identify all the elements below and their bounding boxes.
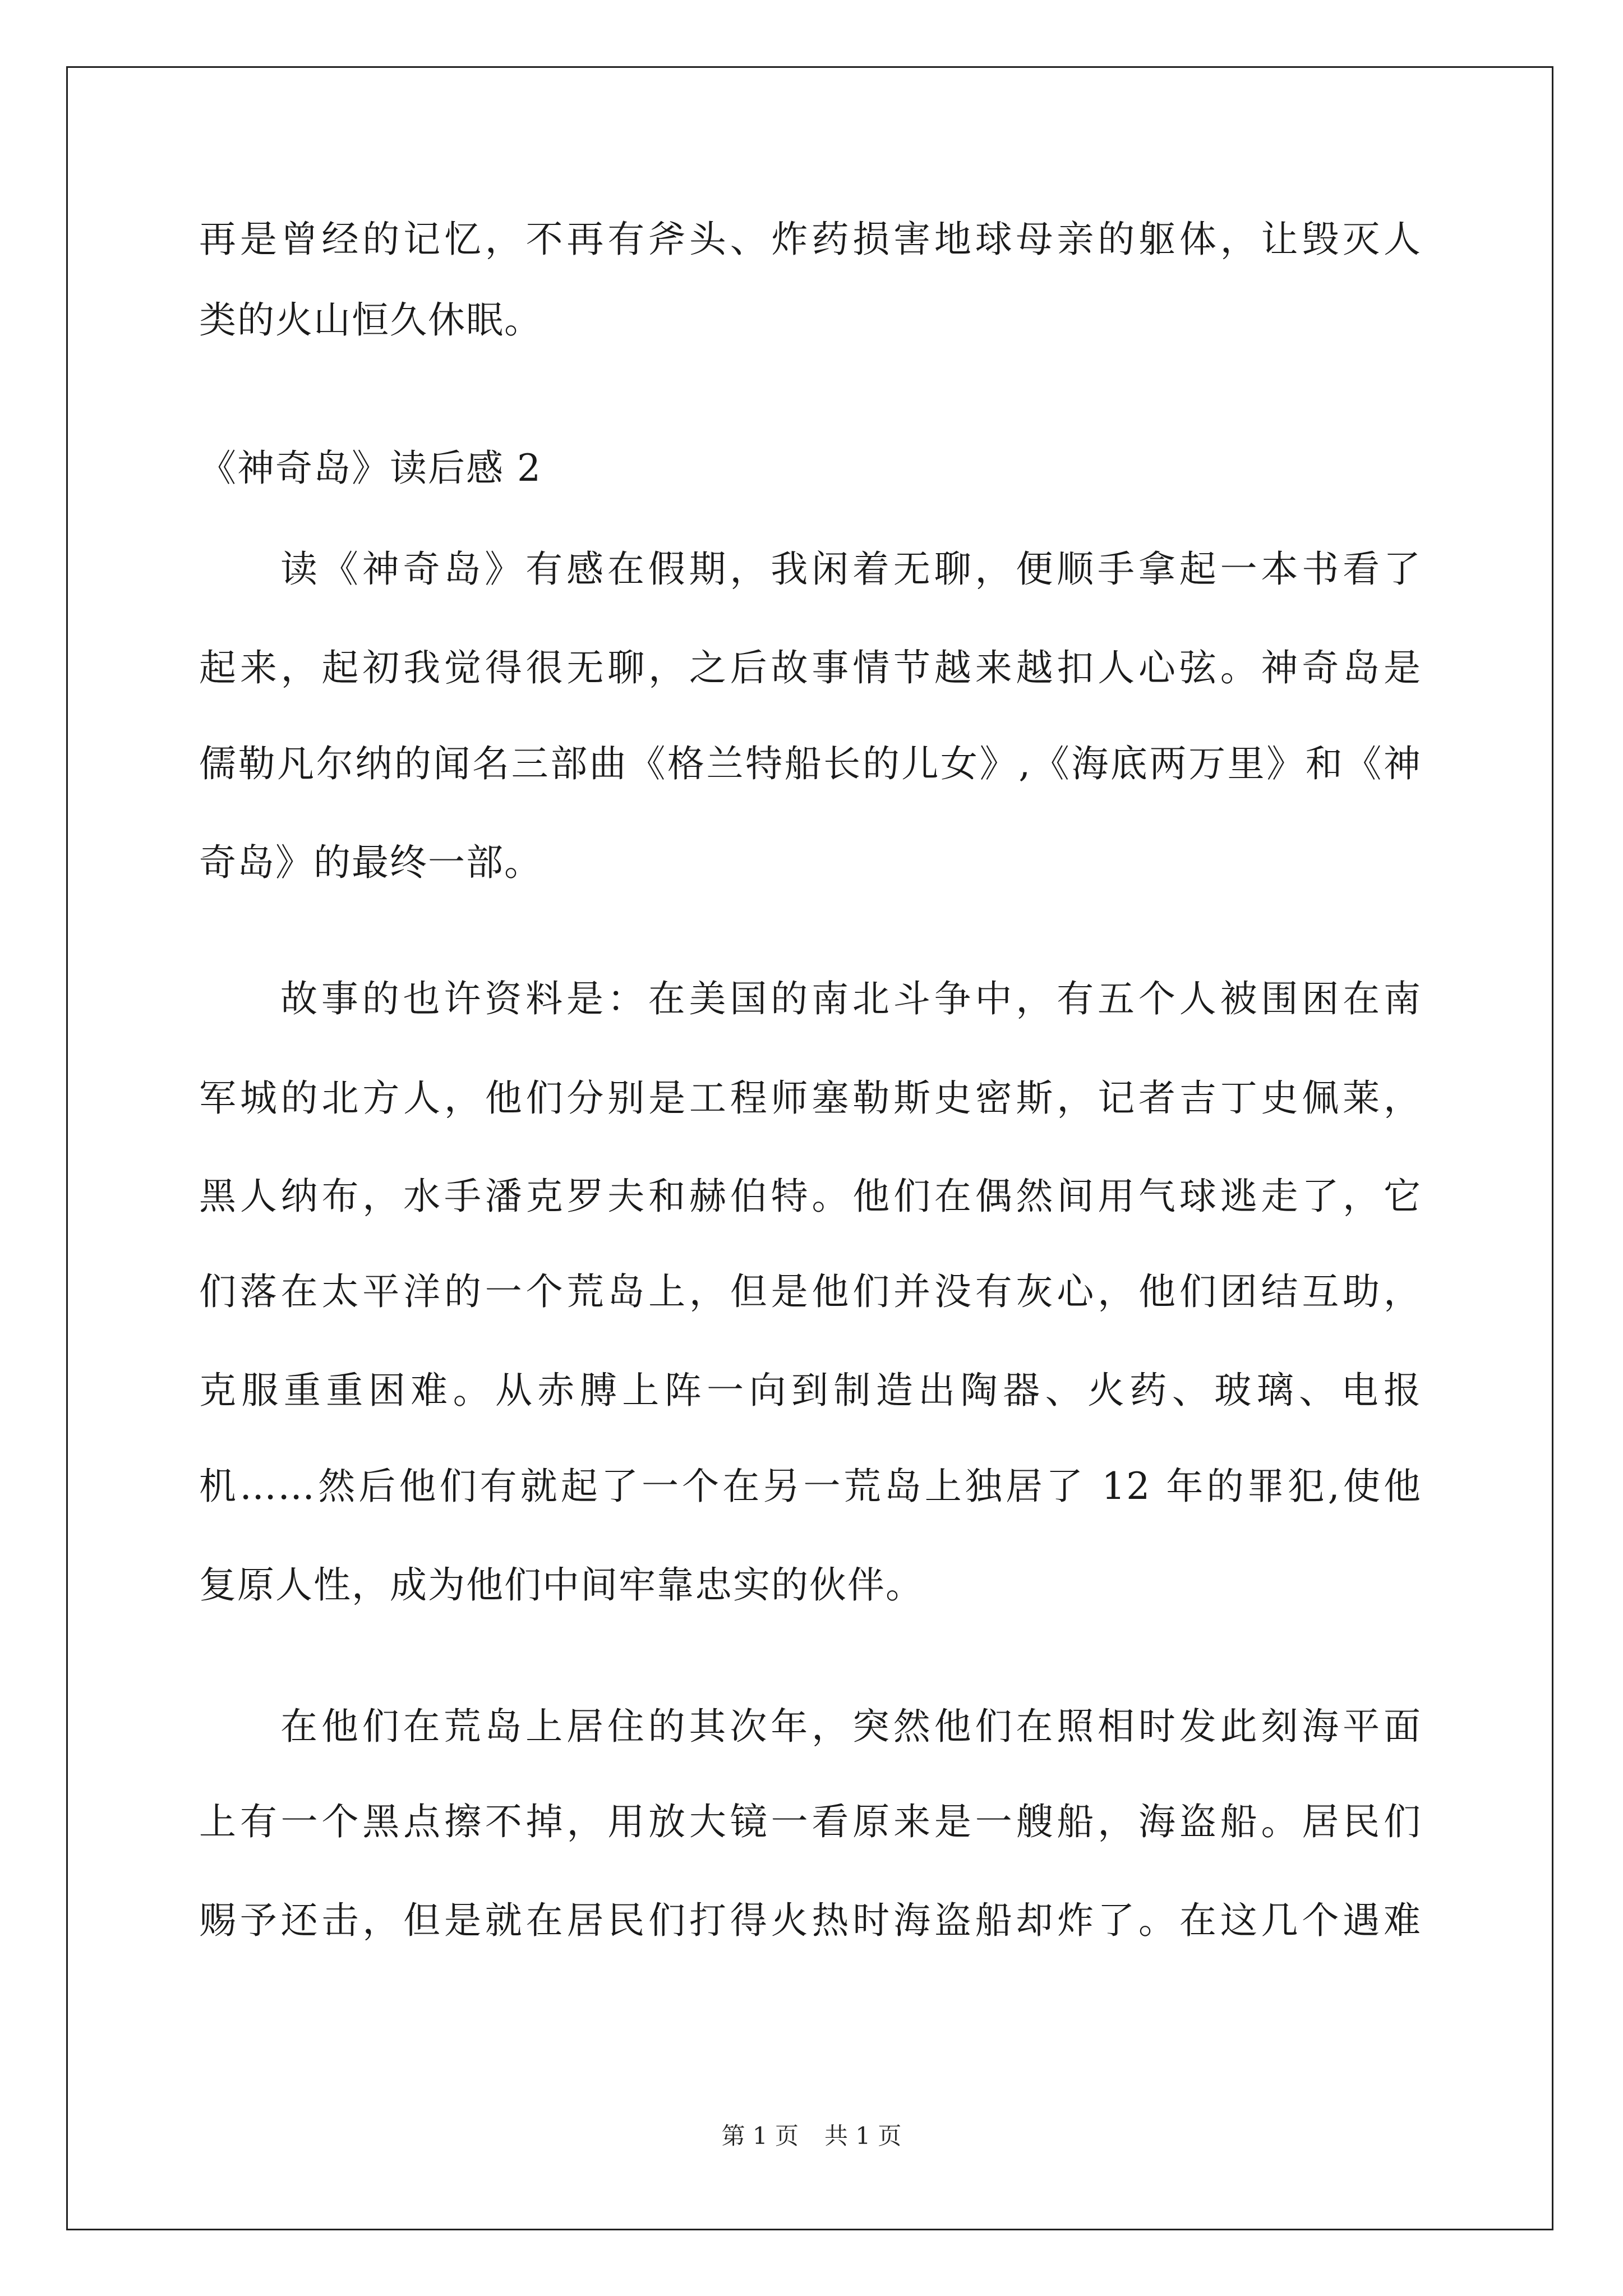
section-heading: 《神奇岛》读后感 2 — [199, 447, 542, 490]
page-number: 第 1 页 — [721, 2122, 799, 2150]
text-line: 再是曾经的记忆，不再有斧头、炸药损害地球母亲的躯体，让毁灭人 — [199, 218, 1422, 261]
text-line: 在他们在荒岛上居住的其次年，突然他们在照相时发此刻海平面 — [280, 1705, 1422, 1748]
text-line: 故事的也许资料是：在美国的南北斗争中，有五个人被围困在南 — [280, 977, 1422, 1020]
text-line: 上有一个黑点擦不掉，用放大镜一看原来是一艘船，海盗船。居民们 — [199, 1800, 1422, 1843]
text-line: 机……然后他们有就起了一个在另一荒岛上独居了 12 年的罪犯,使他 — [199, 1465, 1422, 1508]
text-line: 类的火山恒久休眠。 — [199, 298, 542, 342]
text-line: 克服重重困难。从赤膊上阵一向到制造出陶器、火药、玻璃、电报 — [199, 1369, 1422, 1412]
text-line: 们落在太平洋的一个荒岛上，但是他们并没有灰心，他们团结互助， — [199, 1270, 1422, 1313]
text-line: 儒勒凡尔纳的闻名三部曲《格兰特船长的儿女》,《海底两万里》和《神 — [199, 742, 1422, 785]
text-line: 赐予还击，但是就在居民们打得火热时海盗船却炸了。在这几个遇难 — [199, 1899, 1422, 1942]
text-line: 奇岛》的最终一部。 — [199, 841, 542, 884]
text-line: 读《神奇岛》有感在假期，我闲着无聊，便顺手拿起一本书看了 — [280, 547, 1422, 591]
page-footer — [0, 2122, 1623, 2150]
text-line: 复原人性，成为他们中间牢靠忠实的伙伴。 — [199, 1563, 924, 1607]
page-total: 共 1 页 — [824, 2122, 902, 2150]
text-line: 起来，起初我觉得很无聊，之后故事情节越来越扣人心弦。神奇岛是 — [199, 646, 1422, 689]
text-line: 军城的北方人，他们分别是工程师塞勒斯史密斯，记者吉丁史佩莱， — [199, 1076, 1422, 1120]
text-line: 黑人纳布，水手潘克罗夫和赫伯特。他们在偶然间用气球逃走了，它 — [199, 1175, 1422, 1218]
